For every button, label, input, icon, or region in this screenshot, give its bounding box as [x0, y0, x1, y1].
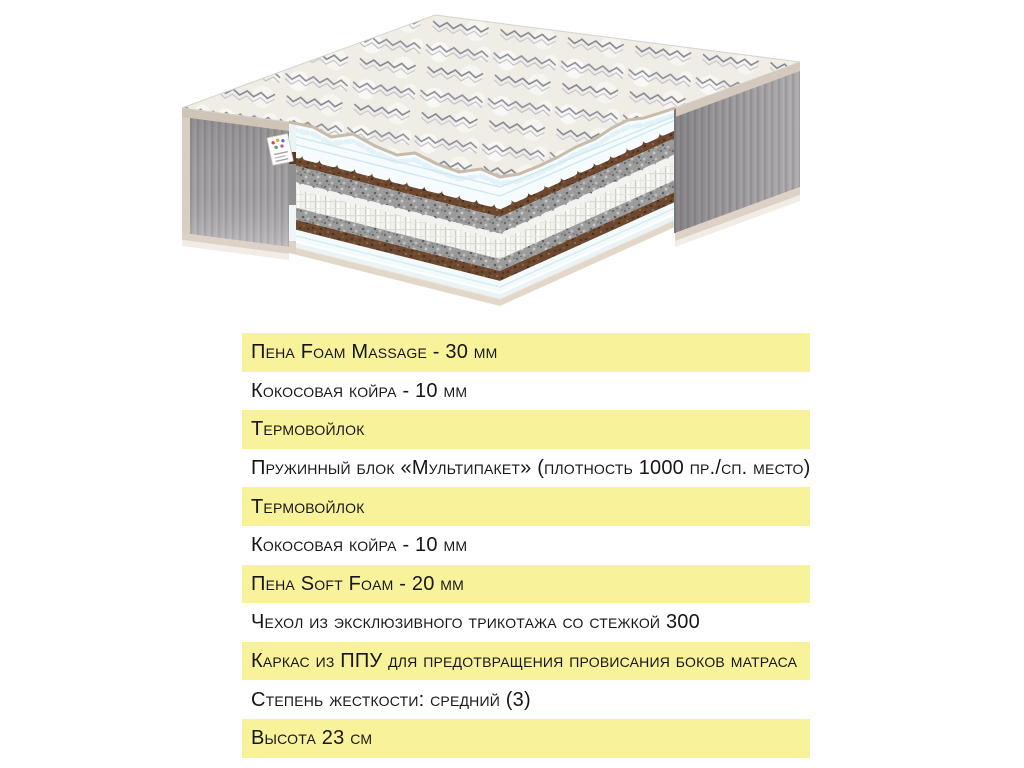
- spec-row-label: Термовойлок: [251, 495, 365, 518]
- spec-row-label: Степень жесткости: средний (3): [251, 688, 531, 711]
- spec-row-label: Кокосовая койра - 10 мм: [251, 379, 468, 402]
- spec-row-label: Пружинный блок «Мультипакет» (плотность 1000 пр./сп. место): [251, 457, 811, 480]
- spec-row-4: [242, 449, 810, 488]
- spec-row-label: Кокосовая койра - 10 мм: [251, 534, 468, 557]
- spec-row-11: [242, 719, 810, 758]
- cut-face-strip: [289, 122, 296, 253]
- spec-row-1: [242, 333, 810, 372]
- side-panel-left: [182, 108, 293, 260]
- corner-tape-left: [182, 108, 190, 234]
- mattress-cutaway-svg: [155, 5, 835, 315]
- spec-row-label: Пена Soft Foam - 20 мм: [251, 572, 465, 595]
- spec-row-label: Чехол из эксклюзивного трикотажа со стежкой 300: [251, 611, 700, 634]
- spec-row-label: Высота 23 см: [251, 727, 373, 750]
- spec-row-6: [242, 526, 810, 565]
- mattress-illustration: [155, 5, 835, 315]
- spec-row-10: [242, 680, 810, 719]
- spec-row-label: Пена Foam Massage - 30 мм: [251, 341, 498, 364]
- spec-row-2: [242, 372, 810, 411]
- spec-row-7: [242, 565, 810, 604]
- spec-row-label: Термовойлок: [251, 418, 365, 441]
- spec-row-9: [242, 642, 810, 681]
- spec-table: [242, 333, 810, 758]
- spec-row-label: Каркас из ППУ для предотвращения провисания боков матраса: [251, 650, 798, 673]
- spec-row-8: [242, 603, 810, 642]
- spec-row-5: [242, 487, 810, 526]
- spec-row-3: [242, 410, 810, 449]
